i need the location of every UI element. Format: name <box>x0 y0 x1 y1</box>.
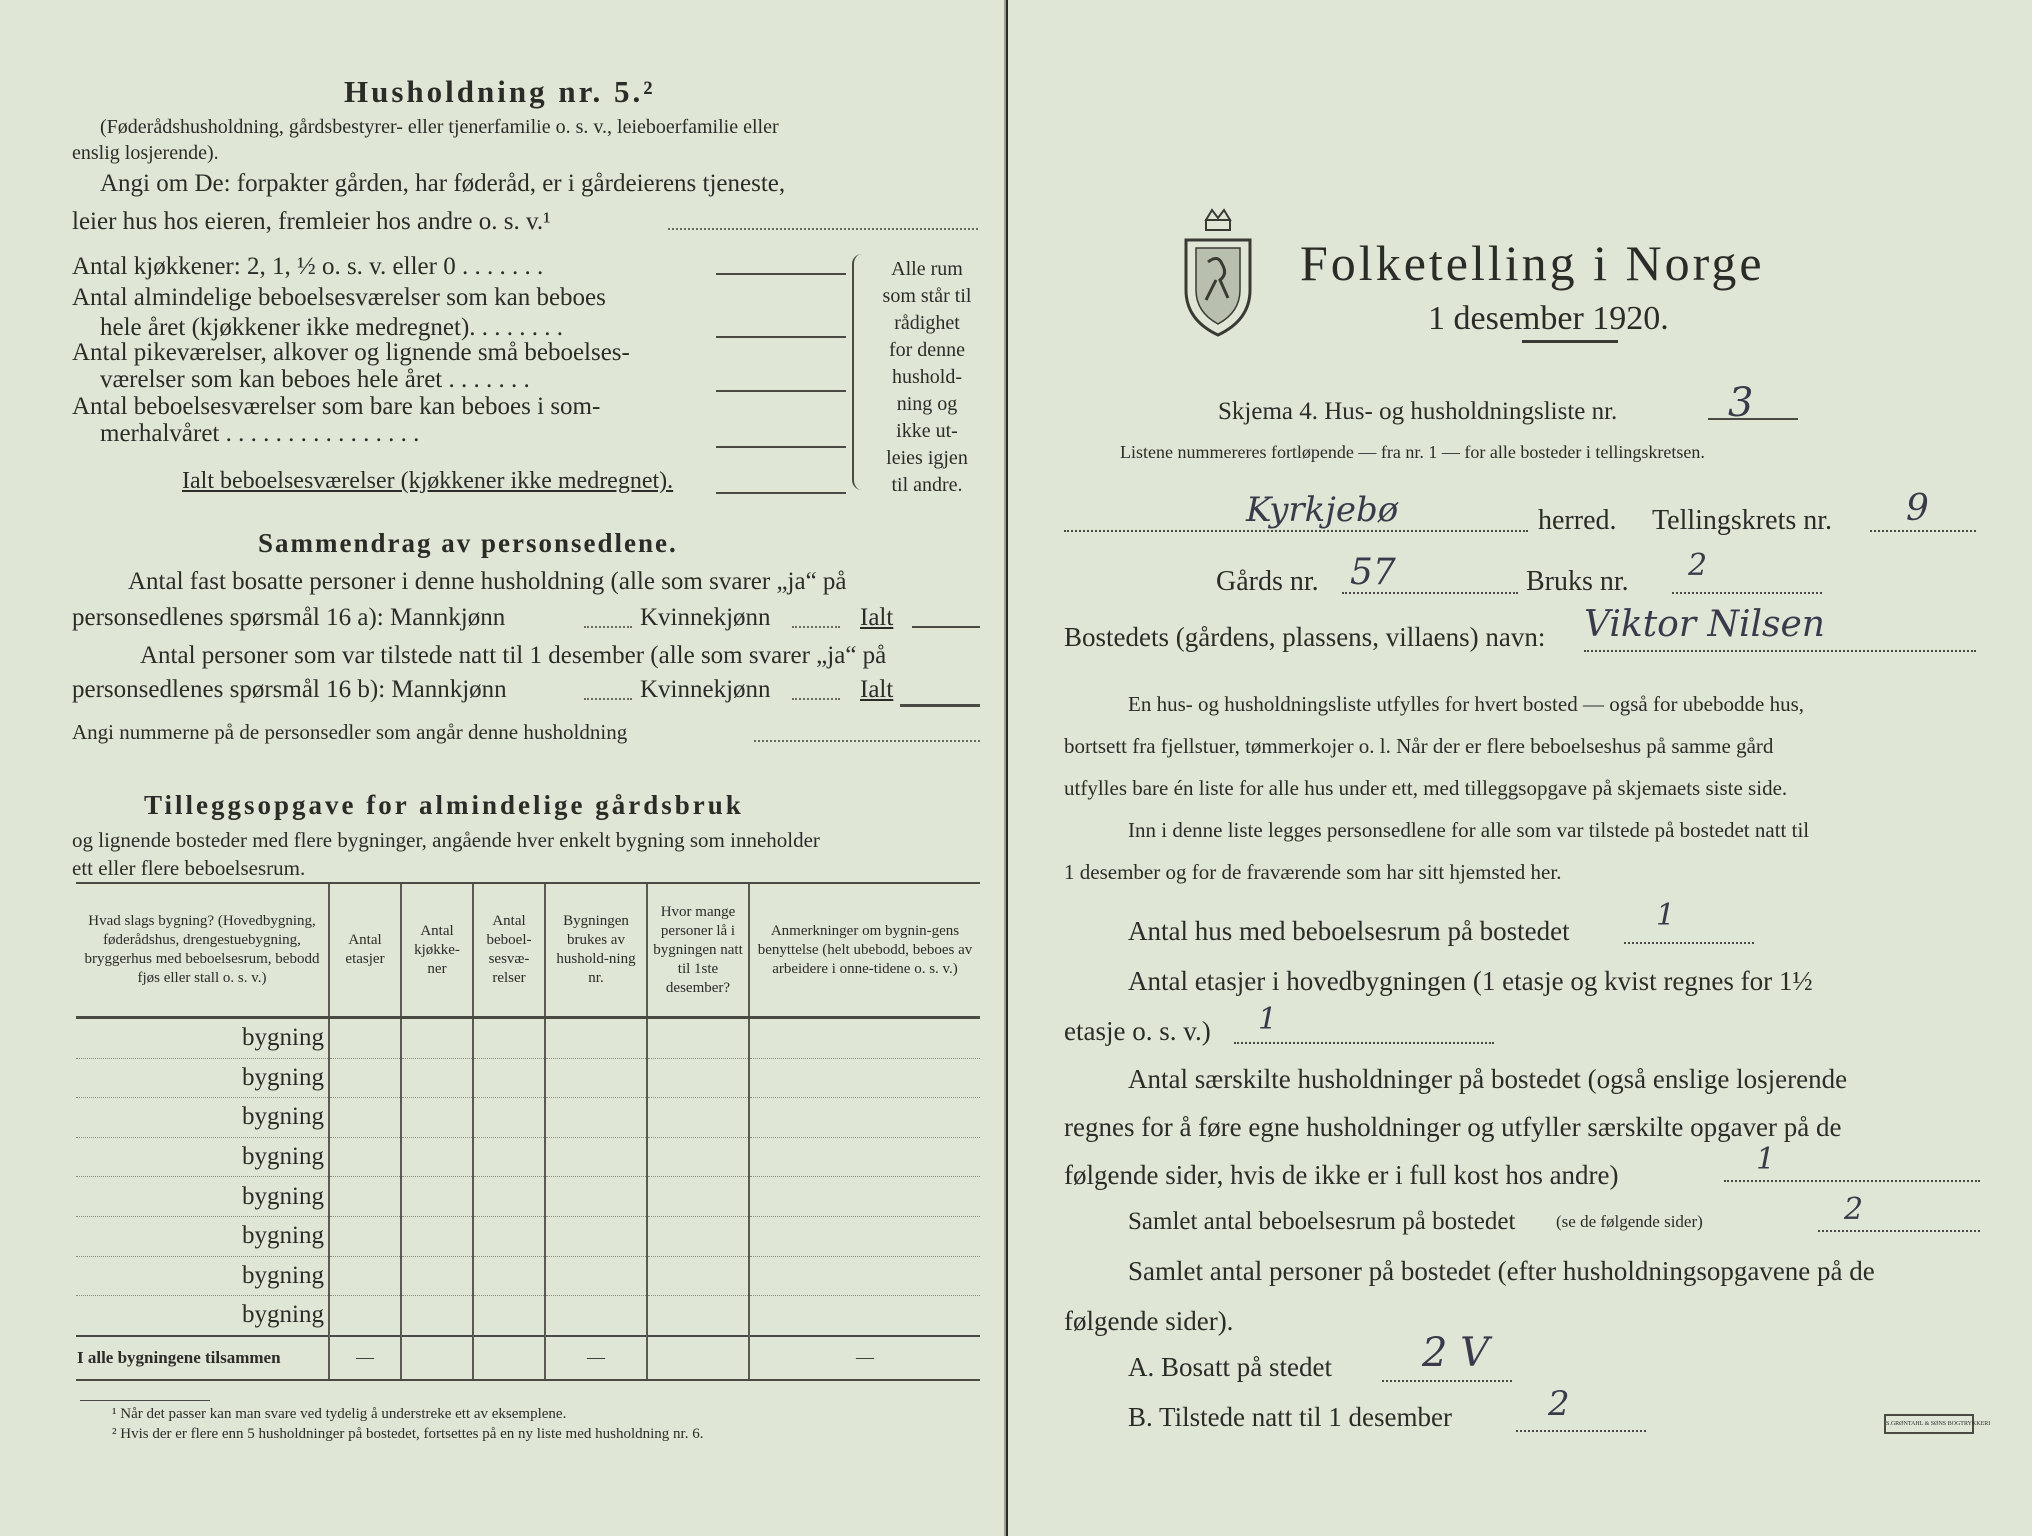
table-row[interactable] <box>76 1296 980 1336</box>
building-type-cell: bygning <box>76 1018 329 1059</box>
right-page <box>1008 0 2032 1536</box>
col-header-floors: Antal etasjer <box>329 883 401 1018</box>
tellingskrets-line <box>1870 530 1976 532</box>
bosted-label: Bostedets (gårdens, plassens, villaens) navn: <box>1064 622 1546 652</box>
rooms-ordinary-answer[interactable] <box>716 336 846 338</box>
rooms-note-line: til andre. <box>891 474 963 496</box>
building-type-cell: bygning <box>76 1058 329 1098</box>
instructions-p2-1: Inn i denne liste legges personsedlene for alle som var tilstede på bostedet natt til <box>1128 818 1810 842</box>
gards-number[interactable]: 57 <box>1350 552 1396 593</box>
person-numbers-label: Angi nummerne på de personsedler som angår denne husholdning <box>72 720 628 744</box>
sarskilte-line-2: regnes for å føre egne husholdninger og utfyller særskilte opgaver på de <box>1064 1112 1842 1142</box>
sarskilte-line-3: følgende sider, hvis de ikke er i full kost hos andre) <box>1064 1160 1619 1190</box>
tilstede-value[interactable]: 2 <box>1548 1384 1570 1424</box>
rooms-note-line: for denne <box>888 339 966 361</box>
table-total-row <box>76 1336 980 1380</box>
angi-answer-line[interactable] <box>668 228 978 230</box>
summary-line-2: personsedlenes spørsmål 16 a): Mannkjønn <box>72 604 506 631</box>
male-resident-answer[interactable] <box>584 626 632 628</box>
female-resident-answer[interactable] <box>792 626 840 628</box>
sarskilte-value[interactable]: 1 <box>1756 1142 1776 1177</box>
total-label-2: Ialt <box>860 676 894 703</box>
bosatt-value[interactable]: 2 V <box>1422 1330 1490 1376</box>
total-label-1: Ialt <box>860 604 894 631</box>
bosted-line <box>1584 650 1976 652</box>
kitchens-answer[interactable] <box>716 273 846 275</box>
supplement-line-1: og lignende bosteder med flere bygninger, angående hver enkelt bygning som inneholder <box>72 828 820 852</box>
schema-label: Skjema 4. Hus- og husholdningsliste nr. <box>1218 398 1618 425</box>
census-date: 1 desember 1920. <box>1428 300 1669 337</box>
bruks-line <box>1672 592 1822 594</box>
col-header-building-type: Hvad slags bygning? (Hovedbygning, føderådshus, drengestuebygning, bryggerhus med beboelsesrum, bebodd fjøs eller stall o. s. v.) <box>76 883 329 1018</box>
sarskilte-line <box>1724 1180 1980 1182</box>
household-intro-1: (Føderådshusholdning, gårdsbestyrer- eller tjenerfamilie o. s. v., leieboerfamilie eller <box>100 116 779 138</box>
samlet-rum-label: Samlet antal beboelsesrum på bostedet <box>1128 1208 1516 1235</box>
building-type-cell: bygning <box>76 1256 329 1296</box>
summary-line-1: Antal fast bosatte personer i denne husholdning (alle som svarer „ja“ på <box>128 568 847 595</box>
summary-heading: Sammendrag av personsedlene. <box>258 528 678 558</box>
table-row[interactable] <box>76 1216 980 1256</box>
rooms-total-label: Ialt beboelsesværelser (kjøkkener ikke medregnet). <box>182 468 674 494</box>
schema-number-line <box>1708 418 1798 420</box>
table-row[interactable] <box>76 1058 980 1098</box>
rooms-brace-icon <box>852 254 866 490</box>
male-present-answer[interactable] <box>584 698 632 700</box>
printer-stamp <box>1884 1414 1991 1434</box>
total-resident-answer[interactable] <box>912 626 980 628</box>
supplement-heading: Tilleggsopgave for almindelige gårdsbruk <box>144 790 744 820</box>
herred-line <box>1064 530 1528 532</box>
kitchens-label: Antal kjøkkener: 2, 1, ½ o. s. v. eller 0 . . . . . . . <box>72 253 544 280</box>
rooms-note-line: rådighet <box>894 312 960 334</box>
building-type-cell: bygning <box>76 1137 329 1177</box>
herred-label: herred. <box>1538 505 1617 536</box>
samlet-rum-value[interactable]: 2 <box>1844 1192 1864 1227</box>
title-rule <box>1522 340 1618 343</box>
schema-number[interactable]: 3 <box>1728 380 1754 426</box>
footnote-1: ¹ Når det passer kan man svare ved tydelig å understreke ett av eksemplene. <box>112 1406 567 1422</box>
table-row[interactable] <box>76 1018 980 1059</box>
summary-line-4: personsedlenes spørsmål 16 b): Mannkjønn <box>72 676 507 703</box>
total-row-label: I alle bygningene tilsammen <box>76 1336 329 1380</box>
tilstede-line <box>1516 1430 1646 1432</box>
col-header-persons: Hvor mange personer lå i bygningen natt til 1ste desember? <box>647 883 749 1018</box>
samlet-personer-line-1: Samlet antal personer på bostedet (efter husholdningsopgavene på de <box>1128 1256 1875 1286</box>
hus-label: Antal hus med beboelsesrum på bostedet <box>1128 916 1570 946</box>
table-row[interactable] <box>76 1098 980 1138</box>
building-type-cell: bygning <box>76 1177 329 1217</box>
rooms-note-line: ikke ut- <box>896 420 958 442</box>
col-header-kitchens: Antal kjøkke-ner <box>401 883 473 1018</box>
rooms-small-answer[interactable] <box>716 390 846 392</box>
samlet-personer-line-2: følgende sider). <box>1064 1306 1234 1336</box>
instructions-p1-3: utfylles bare én liste for alle hus under ett, med tilleggsopgave på skjemaets siste side. <box>1064 776 1788 800</box>
building-type-cell: bygning <box>76 1098 329 1138</box>
etasjer-line-2: etasje o. s. v.) <box>1064 1016 1211 1046</box>
bosted-name[interactable]: Viktor Nilsen <box>1584 604 1825 645</box>
census-title: Folketelling i Norge <box>1300 235 1765 291</box>
buildings-table <box>76 882 980 1381</box>
table-row[interactable] <box>76 1137 980 1177</box>
herred-name[interactable]: Kyrkjebø <box>1246 490 1399 530</box>
total-household-dash: — <box>545 1336 647 1380</box>
rooms-note <box>872 256 982 499</box>
rooms-note-line: Alle rum <box>891 258 963 280</box>
table-row[interactable] <box>76 1256 980 1296</box>
rooms-note-line: ning og <box>896 393 958 415</box>
hus-line <box>1624 942 1754 944</box>
total-present-answer[interactable] <box>900 704 980 707</box>
instructions-p2-2: 1 desember og for de fraværende som har sitt hjemsted her. <box>1064 860 1562 884</box>
female-label-1: Kvinnekjønn <box>640 604 771 631</box>
hus-value[interactable]: 1 <box>1656 898 1676 933</box>
footnote-divider <box>80 1400 210 1401</box>
tilstede-label: B. Tilstede natt til 1 desember <box>1128 1402 1452 1432</box>
gards-label: Gårds nr. <box>1216 566 1319 597</box>
rooms-total-answer[interactable] <box>716 492 846 494</box>
etasjer-line <box>1234 1042 1494 1044</box>
rooms-summer-label-2: merhalvåret . . . . . . . . . . . . . . . . <box>100 420 420 447</box>
left-page <box>0 0 1006 1536</box>
female-label-2: Kvinnekjønn <box>640 676 771 703</box>
tellingskrets-label: Tellingskrets nr. <box>1652 505 1833 536</box>
angi-line-1: Angi om De: forpakter gården, har føderåd, er i gårdeierens tjeneste, <box>100 170 786 197</box>
col-header-household-nr: Bygningen brukes av hushold-ning nr. <box>545 883 647 1018</box>
rooms-small-label-1: Antal pikeværelser, alkover og lignende små beboelses- <box>72 339 630 366</box>
etasjer-line-1: Antal etasjer i hovedbygningen (1 etasje og kvist regnes for 1½ <box>1128 966 1813 996</box>
bosatt-label: A. Bosatt på stedet <box>1128 1352 1332 1382</box>
bruks-number[interactable]: 2 <box>1688 548 1708 583</box>
norway-coat-of-arms-icon <box>1176 190 1260 340</box>
rooms-ordinary-label-2: hele året (kjøkkener ikke medregnet). . . . . . . . <box>100 314 564 341</box>
rooms-summer-answer[interactable] <box>716 446 846 448</box>
supplement-line-2: ett eller flere beboelsesrum. <box>72 856 306 880</box>
rooms-summer-label-1: Antal beboelsesværelser som bare kan beboes i som- <box>72 393 601 420</box>
building-type-cell: bygning <box>76 1296 329 1336</box>
samlet-rum-line <box>1818 1230 1980 1232</box>
rooms-ordinary-label-1: Antal almindelige beboelsesværelser som kan beboes <box>72 284 606 311</box>
household-intro-2: enslig losjerende). <box>72 142 219 164</box>
table-row[interactable] <box>76 1177 980 1217</box>
instructions-p1-2: bortsett fra fjellstuer, tømmerkojer o. l. Når der er flere beboelseshus på samme gård <box>1064 734 1774 758</box>
building-type-cell: bygning <box>76 1216 329 1256</box>
etasjer-value[interactable]: 1 <box>1258 1002 1278 1037</box>
table-header-row <box>76 883 980 1018</box>
rooms-small-label-2: værelser som kan beboes hele året . . . . . . . <box>100 366 530 393</box>
printer-stamp-text: S.GRØNTAHL & SØNS BOGTRYKKERI <box>1886 1421 1991 1427</box>
bosatt-line <box>1382 1380 1512 1382</box>
rooms-note-line: leies igjen <box>886 447 968 469</box>
samlet-rum-note: (se de følgende sider) <box>1556 1212 1703 1231</box>
footnote-2: ² Hvis der er flere enn 5 husholdninger på bostedet, fortsettes på en ny liste med husholdning nr. 6. <box>112 1426 704 1442</box>
rooms-note-line: som står til <box>882 285 972 307</box>
tellingskrets-number[interactable]: 9 <box>1906 488 1929 529</box>
gards-line <box>1342 592 1518 594</box>
col-header-remarks: Anmerkninger om bygnin-gens benyttelse (helt ubebodd, beboes av arbeidere i onne-tidene o. s. v.) <box>749 883 980 1018</box>
total-remarks-dash: — <box>749 1336 980 1380</box>
angi-line-2: leier hus hos eieren, fremleier hos andre o. s. v.¹ <box>72 208 551 235</box>
instructions-p1-1: En hus- og husholdningsliste utfylles for hvert bosted — også for ubebodde hus, <box>1128 692 1804 716</box>
female-present-answer[interactable] <box>792 698 840 700</box>
sarskilte-line-1: Antal særskilte husholdninger på bostedet (også enslige losjerende <box>1128 1064 1848 1094</box>
summary-line-3: Antal personer som var tilstede natt til 1 desember (alle som svarer „ja“ på <box>140 642 887 669</box>
household-heading: Husholdning nr. 5.² <box>344 74 656 109</box>
listene-note: Listene nummereres fortløpende — fra nr. 1 — for alle bosteder i tellingskretsen. <box>1120 442 1705 462</box>
person-numbers-answer[interactable] <box>754 740 980 742</box>
col-header-rooms: Antal beboel-sesvæ-relser <box>473 883 545 1018</box>
rooms-note-line: hushold- <box>892 366 962 388</box>
total-floors-dash: — <box>329 1336 401 1380</box>
bruks-label: Bruks nr. <box>1526 566 1629 597</box>
